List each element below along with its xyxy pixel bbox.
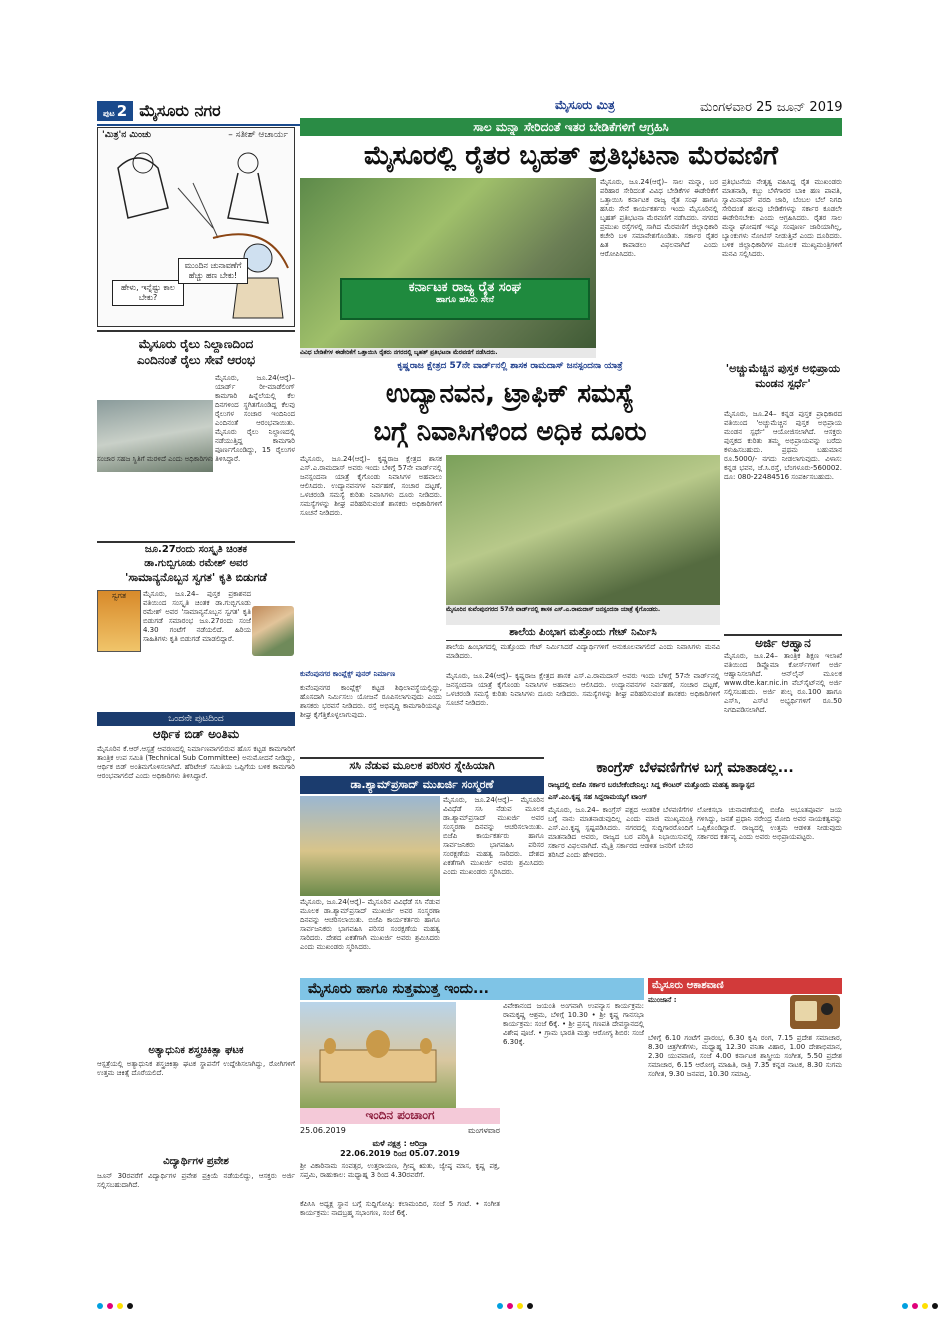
continued-label: ಒಂದನೇ ಪುಟದಿಂದ	[97, 712, 295, 726]
congress-headline: ಕಾಂಗ್ರೆಸ್ ಬೆಳವಣಿಗೆಗಳ ಬಗ್ಗೆ ಮಾತಾಡಲ್ಲ...	[596, 760, 794, 776]
lead-body-col2: ಪ್ರತಿಭಟನೆಯ ನೇತೃತ್ವ ವಹಿಸಿದ್ದ ರೈತ ಮುಖಂಡರು ಮಾತನಾಡಿ, ಕಬ್ಬು ಬೆಳೆಗಾರರ ಬಾಕಿ ಹಣ ಪಾವತಿ, ಸ್ವಾಮಿನಾಥನ್ ವರದಿ ಜಾರಿ, ಬೆಂಬಲ ಬೆಲೆ ನಿಗದಿ ಸೇರಿದಂತೆ ಹಲವು ಬೇಡಿಕೆಗಳನ್ನು ಸರ್ಕಾರ ಕೂಡಲೇ ಈಡೇರಿಸಬೇಕು ಎಂದು ಆಗ್ರಹಿಸಿದರು. ರೈತರ ಸಾಲ ಮನ್ನಾ ಘೋಷಣೆ ಇನ್ನೂ ಸಂಪೂರ್ಣ ಜಾರಿಯಾಗಿಲ್ಲ, ಬ್ಯಾಂಕುಗಳು ನೋಟಿಸ್ ನೀಡುತ್ತಿವೆ ಎಂದು ದೂರಿದರು. ಬಳಿಕ ಜಿಲ್ಲಾಧಿಕಾರಿಗಳ ಮೂಲಕ ಮುಖ್ಯಮಂತ್ರಿಗಳಿಗೆ ಮನವಿ ಸಲ್ಲಿಸಿದರು.	[722, 178, 842, 258]
ward-body2: ಕುವೆಂಪುನಗರ ಕಾಂಪ್ಲೆಕ್ಸ್ ಕಟ್ಟಡ ಶಿಥಿಲಾವಸ್ಥೆಯಲ್ಲಿದ್ದು, ಹೊಸದಾಗಿ ನಿರ್ಮಿಸಲು ಯೋಜನೆ ರೂಪಿಸಲಾಗುವುದು ಎಂದು ಶಾಸಕರು ಭರವಸೆ ನೀಡಿದರು. ರಸ್ತೆ ಅಭಿವೃದ್ಧಿ ಕಾಮಗಾರಿಯನ್ನೂ ಶೀಘ್ರ ಕೈಗೆತ್ತಿಕೊಳ್ಳಲಾಗುವುದು.	[300, 684, 442, 719]
railway-body: ಮೈಸೂರು, ಜೂ.24(ಆರ್‍ಕೆ)– ಯಾರ್ಡ್ ರೀ-ಮಾಡೆಲಿಂಗ್ ಕಾಮಗಾರಿ ಹಿನ್ನೆಲೆಯಲ್ಲಿ ಕೆಲ ದಿನಗಳಿಂದ ಸ್ಥಗಿತಗೊಂಡಿದ್ದ ಕೆಲವು ರೈಲುಗಳ ಸಂಚಾರ ಇಂದಿನಿಂದ ಎಂದಿನಂತೆ ಆರಂಭವಾಯಿತು. ಮೈಸೂರು ರೈಲು ನಿಲ್ದಾಣದಲ್ಲಿ ನಡೆಯುತ್ತಿದ್ದ ಕಾಮಗಾರಿ ಪೂರ್ಣಗೊಂಡಿದ್ದು, 15 ರೈಲುಗಳ ಸಂಚಾರ ಸಹಜ ಸ್ಥಿತಿಗೆ ಮರಳಿದೆ ಎಂದು ಅಧಿಕಾರಿಗಳು ತಿಳಿಸಿದ್ದಾರೆ.	[97, 374, 295, 463]
page-header	[97, 100, 297, 122]
radio-title: ಮೈಸೂರು ಆಕಾಶವಾಣಿ	[648, 978, 842, 994]
congress-bullet1: ರಾಜ್ಯದಲ್ಲಿ ಬಿಜೆಪಿ ಸರ್ಕಾರ ಬರಬೇಕೆಂದೇನಿಲ್ಲ: ಸಿದ್ದ ಕೌಂಟರ್ ಮತ್ತೊಂದು ಮಹತ್ವ ಹಾಸ್ಯಾಸ್ಪದ	[548, 781, 755, 789]
ward-photo	[446, 455, 720, 605]
congress-body: ಮೈಸೂರು, ಜೂ.24– ಕಾಂಗ್ರೆಸ್ ಪಕ್ಷದ ಆಂತರಿಕ ಬೆಳವಣಿಗೆಗಳ ಬಗ್ಗೆ ನಾನು ಮಾತನಾಡುವುದಿಲ್ಲ ಎಂದು ಮಾಜಿ ಮುಖ್ಯಮಂತ್ರಿ ಎಸ್.ಎಂ.ಕೃಷ್ಣ ಸ್ಪಷ್ಟಪಡಿಸಿದರು. ನಗರದಲ್ಲಿ ಸುದ್ದಿಗಾರರೊಂದಿಗೆ ಮಾತನಾಡಿದ ಅವರು, ರಾಜ್ಯದ ಬರ ಪರಿಸ್ಥಿತಿ ನಿಭಾಯಿಸುವಲ್ಲಿ ಸರ್ಕಾರ ವಿಫಲವಾಗಿದೆ. ಮೈತ್ರಿ ಸರ್ಕಾರದ ಆಡಳಿತ ಜನರಿಗೆ ಬೇಸರ ತರಿಸಿದೆ ಎಂದು ಹೇಳಿದರು.	[548, 806, 693, 859]
lead-body-col1: ಮೈಸೂರು, ಜೂ.24(ಆರ್‍ಕೆ)– ಸಾಲ ಮನ್ನಾ, ಬರ ಪರಿಹಾರ ಸೇರಿದಂತೆ ವಿವಿಧ ಬೇಡಿಕೆಗಳ ಈಡೇರಿಕೆಗೆ ಒತ್ತಾಯಿಸಿ ಕರ್ನಾಟಕ ರಾಜ್ಯ ರೈತ ಸಂಘ ಹಾಗೂ ಹಸಿರು ಸೇನೆ ಕಾರ್ಯಕರ್ತರು ಇಂದು ಮೈಸೂರಿನಲ್ಲಿ ಬೃಹತ್ ಪ್ರತಿಭಟನಾ ಮೆರವಣಿಗೆ ನಡೆಸಿದರು. ನಗರದ ಪ್ರಮುಖ ರಸ್ತೆಗಳಲ್ಲಿ ಸಾಗಿದ ಮೆರವಣಿಗೆ ಜಿಲ್ಲಾಧಿಕಾರಿ ಕಚೇರಿ ಬಳಿ ಸಮಾವೇಶಗೊಂಡಿತು. ಸರ್ಕಾರ ರೈತರ ಹಿತ ಕಾಪಾಡಲು ವಿಫಲವಾಗಿದೆ ಎಂದು ಆರೋಪಿಸಿದರು.	[600, 178, 718, 258]
ward-body: ಮೈಸೂರು, ಜೂ.24(ಆರ್‍ಕೆ)– ಕೃಷ್ಣರಾಜ ಕ್ಷೇತ್ರದ ಶಾಸಕ ಎಸ್.ಎ.ರಾಮದಾಸ್ ಅವರು ಇಂದು ಬೆಳಿಗ್ಗೆ 57ನೇ ವಾರ್ಡ್‌ನಲ್ಲಿ ಜನಸ್ಪಂದನಾ ಯಾತ್ರೆ ಕೈಗೊಂಡು ನಿವಾಸಿಗಳ ಅಹವಾಲು ಆಲಿಸಿದರು. ಉದ್ಯಾನವನಗಳ ನಿರ್ವಹಣೆ, ಸಂಚಾರ ದಟ್ಟಣೆ, ಒಳಚರಂಡಿ ಸಮಸ್ಯೆ ಕುರಿತು ನಿವಾಸಿಗಳು ದೂರು ನೀಡಿದರು. ಸಮಸ್ಯೆಗಳನ್ನು ಶೀಘ್ರ ಪರಿಹರಿಸುವಂತೆ ಶಾಸಕರು ಅಧಿಕಾರಿಗಳಿಗೆ ಸೂಚನೆ ನೀಡಿದರು.	[300, 455, 442, 517]
cartoon-bubble-right: ಮುಂದಿನ ಚುನಾವಣೆಗೆ ಹೆಚ್ಚು ಹಣ ಬೇಕು!	[178, 258, 248, 284]
panchanga-dateline: 25.06.2019 ಮಂಗಳವಾರ	[300, 1126, 500, 1135]
book-body: ಮೈಸೂರು, ಜೂ.24– ಪುಸ್ತಕ ಪ್ರಕಾಶನದ ವತಿಯಿಂದ ಸಂಸ್ಕೃತಿ ಚಿಂತಕ ಡಾ.ಗುಬ್ಬಿಗೂಡು ರಮೇಶ್ ಅವರ 'ಸಾಮಾನ್ಯನೊಬ್ಬನ ಸ್ವಗತ' ಕೃತಿ ಬಿಡುಗಡೆ ಸಮಾರಂಭ ಜೂ.27ರಂದು ಸಂಜೆ 4.30 ಗಂಟೆಗೆ ನಡೆಯಲಿದೆ. ಹಿರಿಯ ಸಾಹಿತಿಗಳು ಕೃತಿ ಬಿಡುಗಡೆ ಮಾಡಲಿದ್ದಾರೆ.	[143, 590, 251, 643]
author-photo	[252, 606, 294, 656]
paper-name: ಮೈಸೂರು ಮಿತ್ರ	[555, 98, 615, 112]
events-left: ಕೆಪಿಸಿಸಿ ಅಧ್ಯಕ್ಷ ಸ್ಥಾನ ಬಗ್ಗೆ ಸುದ್ದಿಗೋಷ್ಠಿ: ಕಲಾಮಂದಿರ, ಸಂಜೆ 5 ಗಂಟೆ. • ಸಂಗೀತ ಕಾರ್ಯಕ್ರಮ: ನಾದಬ್ರಹ್ಮ ಸಭಾಂಗಣ, ಸಂಜೆ 6ಕ್ಕೆ.	[300, 1200, 500, 1217]
dateline: ಮಂಗಳವಾರ 25 ಜೂನ್ 2019	[700, 100, 843, 115]
registration-marks	[95, 1300, 945, 1312]
panchanga-body: ಶ್ರೀ ವಿಕಾರಿನಾಮ ಸಂವತ್ಸರ, ಉತ್ತರಾಯಣ, ಗ್ರೀಷ್ಮ ಋತು, ಜ್ಯೇಷ್ಠ ಮಾಸ, ಕೃಷ್ಣ ಪಕ್ಷ, ಸಪ್ತಮಿ, ರಾಹುಕಾಲ: ಮಧ್ಯಾಹ್ನ 3 ರಿಂದ 4.30ರವರೆಗೆ.	[300, 1162, 500, 1179]
application-body: ಮೈಸೂರು, ಜೂ.24– ತಾಂತ್ರಿಕ ಶಿಕ್ಷಣ ಇಲಾಖೆ ವತಿಯಿಂದ ಡಿಪ್ಲೊಮಾ ಕೋರ್ಸ್‌ಗಳಿಗೆ ಅರ್ಜಿ ಆಹ್ವಾನಿಸಲಾಗಿದೆ. ಆನ್‌ಲೈನ್ ಮೂಲಕ www.dte.kar.nic.in ವೆಬ್‌ಸೈಟ್‌ನಲ್ಲಿ ಅರ್ಜಿ ಸಲ್ಲಿಸಬಹುದು. ಅರ್ಜಿ ಶುಲ್ಕ ರೂ.100 ಹಾಗೂ ಎಸ್‌ಸಿ, ಎಸ್‌ಟಿ ಅಭ್ಯರ್ಥಿಗಳಿಗೆ ರೂ.50 ನಿಗದಿಪಡಿಸಲಾಗಿದೆ.	[724, 652, 842, 714]
radio-icon	[790, 995, 840, 1029]
today-banner: ಮೈಸೂರು ಹಾಗೂ ಸುತ್ತಮುತ್ತ ಇಂದು...	[300, 978, 644, 1000]
ward-box-head: ಶಾಲೆಯ ಪಿಂಭಾಗ ಮತ್ತೊಂದು ಗೇಟ್ ನಿರ್ಮಿಸಿ	[446, 627, 720, 641]
competition-body: ಮೈಸೂರು, ಜೂ.24– ಕನ್ನಡ ಪುಸ್ತಕ ಪ್ರಾಧಿಕಾರದ ವತಿಯಿಂದ 'ಅಚ್ಚುಮೆಚ್ಚಿನ ಪುಸ್ತಕ ಅಭಿಪ್ರಾಯ ಮಂಡನ ಸ್ಪರ್ಧೆ' ಆಯೋಜಿಸಲಾಗಿದೆ. ಆಸಕ್ತರು ಪುಸ್ತಕದ ಕುರಿತು ತಮ್ಮ ಅಭಿಪ್ರಾಯವನ್ನು ಬರೆದು ಕಳುಹಿಸಬಹುದು. ಪ್ರಥಮ ಬಹುಮಾನ ರೂ.5000/- ನಗದು ನೀಡಲಾಗುವುದು. ವಿಳಾಸ: ಕನ್ನಡ ಭವನ, ಜೆ.ಸಿ.ರಸ್ತೆ, ಬೆಂಗಳೂರು-560002. ದೂ: 080-22484516 ಸಂಪರ್ಕಿಸಬಹುದು.	[724, 410, 842, 481]
tree-headline2: ಡಾ.ಶ್ಯಾಮ್‌ಪ್ರಸಾದ್ ಮುಖರ್ಜಿ ಸಂಸ್ಮರಣೆ	[300, 776, 544, 794]
radio-morning: ಮುಂಜಾನೆ :	[648, 996, 677, 1004]
cartoon-panel	[97, 127, 295, 327]
panchanga-title: ಇಂದಿನ ಪಂಚಾಂಗ	[300, 1108, 500, 1124]
tree-body: ಮೈಸೂರು, ಜೂ.24(ಆರ್‍ಕೆ)– ಮೈಸೂರಿನ ವಿವಿಧೆಡೆ ಸಸಿ ನೆಡುವ ಮೂಲಕ ಡಾ.ಶ್ಯಾಮ್‌ಪ್ರಸಾದ್ ಮುಖರ್ಜಿ ಅವರ ಸಂಸ್ಮರಣಾ ದಿನವನ್ನು ಆಚರಿಸಲಾಯಿತು. ಬಿಜೆಪಿ ಕಾರ್ಯಕರ್ತರು ಹಾಗೂ ಸಾರ್ವಜನಿಕರು ಭಾಗವಹಿಸಿ ಪರಿಸರ ಸಂರಕ್ಷಣೆಯ ಮಹತ್ವ ಸಾರಿದರು. ದೇಶದ ಏಕತೆಗಾಗಿ ಮುಖರ್ಜಿ ಅವರು ಶ್ರಮಿಸಿದರು ಎಂದು ಮುಖಂಡರು ಸ್ಮರಿಸಿದರು.	[443, 796, 544, 876]
panchanga-nakshatra: ಮಳೆ ನಕ್ಷತ್ರ : ಆರಿದ್ರಾ 22.06.2019 ರಿಂದ 05.07.2019	[340, 1139, 460, 1158]
ward-sub: ಕುವೆಂಪುನಗರ ಕಾಂಪ್ಲೆಕ್ಸ್ ಪುನರ್ ನಿರ್ಮಾಣ	[300, 670, 396, 678]
events-mid: ವಿವೇಕಾನಂದ ಜಯಂತಿ ಅಂಗವಾಗಿ ಉಪನ್ಯಾಸ ಕಾರ್ಯಕ್ರಮ: ರಾಮಕೃಷ್ಣ ಆಶ್ರಮ, ಬೆಳಿಗ್ಗೆ 10.30 • ಶ್ರೀ ಕೃಷ್ಣ ಗಾನಸಭಾ ಕಾರ್ಯಕ್ರಮ: ಸಂಜೆ 6ಕ್ಕೆ. • ಶ್ರೀ ಪ್ರಸನ್ನ ಗಣಪತಿ ದೇವಸ್ಥಾನದಲ್ಲಿ ವಿಶೇಷ ಪೂಜೆ. • ಗ್ರಾಮ ಭಾರತಿ ಮತ್ತು ಆರೋಗ್ಯ ಶಿಬಿರ: ಸಂಜೆ 6.30ಕ್ಕೆ.	[503, 1002, 644, 1046]
cartoon-bubble-left: ಹೇಳು, ಇನ್ನೆಷ್ಟು ಕಾಲ ಬೇಕು?	[112, 280, 184, 306]
book-headline: ಜೂ.27ರಂದು ಸಂಸ್ಕೃತಿ ಚಿಂತಕ ಡಾ.ಗುಬ್ಬಿಗೂಡು ರಮೇಶ್ ಅವರ 'ಸಾಮಾನ್ಯನೊಬ್ಬನ ಸ್ವಗತ' ಕೃತಿ ಬಿಡುಗಡೆ	[97, 541, 295, 587]
congress-bullet2: ಎಸ್.ಎಂ.ಕೃಷ್ಣ ಸಹ ಸಿದ್ದರಾಮಯ್ಯಗೆ ಟಾಂಗ್	[548, 793, 648, 801]
lead-caption: ವಿವಿಧ ಬೇಡಿಕೆಗಳ ಈಡೇರಿಕೆಗೆ ಒತ್ತಾಯಿಸಿ ರೈತರು ನಗರದಲ್ಲಿ ಬೃಹತ್ ಪ್ರತಿಭಟನಾ ಮೆರವಣಿಗೆ ನಡೆಸಿದರು.	[300, 348, 596, 358]
tree-headline1: ಸಸಿ ನೆಡುವ ಮೂಲಕ ಪರಿಸರ ಸ್ನೇಹಿಯಾಗಿ	[300, 757, 544, 775]
book-cover: ಸ್ವಗತ	[97, 590, 141, 652]
tree-photo	[300, 796, 440, 896]
section-title: ಮೈಸೂರು ನಗರ	[139, 101, 221, 120]
farmers-banner: ಕರ್ನಾಟಕ ರಾಜ್ಯ ರೈತ ಸಂಘ ಹಾಗೂ ಹಸಿರು ಸೇನೆ	[340, 278, 590, 320]
page-number-badge: ಪುಟ 2	[97, 101, 133, 121]
lead-headline: ಮೈಸೂರಲ್ಲಿ ರೈತರ ಬೃಹತ್ ಪ್ರತಿಭಟನಾ ಮೆರವಣಿಗೆ	[363, 141, 779, 171]
column-body2: ಆಸ್ಪತ್ರೆಯಲ್ಲಿ ಅತ್ಯಾಧುನಿಕ ಶಸ್ತ್ರಚಿಕಿತ್ಸಾ ಘಟಕ ಸ್ಥಾಪನೆಗೆ ಉದ್ದೇಶಿಸಲಾಗಿದ್ದು, ರೋಗಿಗಳಿಗೆ ಉತ್ತಮ ಚಿಕಿತ್ಸೆ ದೊರೆಯಲಿದೆ.	[97, 1060, 295, 1077]
ward-caption: ಮೈಸೂರಿನ ಕುವೆಂಪುನಗರದ 57ನೇ ವಾರ್ಡ್‌ನಲ್ಲಿ ಶಾಸಕ ಎಸ್.ಎ.ರಾಮದಾಸ್ ಜನಸ್ಪಂದನಾ ಯಾತ್ರೆ ಕೈಗೊಂಡರು.	[446, 605, 720, 625]
tree-body2: ಮೈಸೂರು, ಜೂ.24(ಆರ್‍ಕೆ)– ಮೈಸೂರಿನ ವಿವಿಧೆಡೆ ಸಸಿ ನೆಡುವ ಮೂಲಕ ಡಾ.ಶ್ಯಾಮ್‌ಪ್ರಸಾದ್ ಮುಖರ್ಜಿ ಅವರ ಸಂಸ್ಮರಣಾ ದಿನವನ್ನು ಆಚರಿಸಲಾಯಿತು. ಬಿಜೆಪಿ ಕಾರ್ಯಕರ್ತರು ಹಾಗೂ ಸಾರ್ವಜನಿಕರು ಭಾಗವಹಿಸಿ ಪರಿಸರ ಸಂರಕ್ಷಣೆಯ ಮಹತ್ವ ಸಾರಿದರು. ದೇಶದ ಏಕತೆಗಾಗಿ ಮುಖರ್ಜಿ ಅವರು ಶ್ರಮಿಸಿದರು ಎಂದು ಮುಖಂಡರು ಸ್ಮರಿಸಿದರು.	[300, 898, 440, 951]
railway-headline: ಮೈಸೂರು ರೈಲು ನಿಲ್ದಾಣದಿಂದ ಎಂದಿನಂತೆ ರೈಲು ಸೇವೆ ಆರಂಭ	[97, 330, 295, 372]
column-body1: ಮೈಸೂರಿನ ಕೆ.ಆರ್.ಆಸ್ಪತ್ರೆ ಆವರಣದಲ್ಲಿ ನಿರ್ಮಾಣವಾಗಲಿರುವ ಹೊಸ ಕಟ್ಟಡ ಕಾಮಗಾರಿಗೆ ತಾಂತ್ರಿಕ ಉಪ ಸಮಿತಿ (Technical Sub Committee) ಅನುಮೋದನೆ ನೀಡಿದ್ದು, ಆರ್ಥಿಕ ಬಿಡ್ ಅಂತಿಮಗೊಳಿಸಲಾಗಿದೆ. ಹೆರಿಟೇಜ್ ಸಮಿತಿಯ ಒಪ್ಪಿಗೆಯ ಬಳಿಕ ಕಾಮಗಾರಿ ಆರಂಭವಾಗಲಿದೆ ಎಂದು ಅಧಿಕಾರಿಗಳು ತಿಳಿಸಿದ್ದಾರೆ.	[97, 745, 295, 780]
ward-box-body: ಶಾಲೆಯ ಹಿಂಭಾಗದಲ್ಲಿ ಮತ್ತೊಂದು ಗೇಟ್ ನಿರ್ಮಿಸಿದರೆ ವಿದ್ಯಾರ್ಥಿಗಳಿಗೆ ಅನುಕೂಲವಾಗಲಿದೆ ಎಂದು ನಿವಾಸಿಗಳು ಮನವಿ ಮಾಡಿದರು.	[446, 643, 720, 660]
cartoon-title: 'ಮಿತ್ರ'ನ ಮಿಂಚು	[102, 130, 152, 140]
application-headline: ಅರ್ಜಿ ಆಹ್ವಾನ	[724, 634, 842, 650]
column-sub2: ವಿದ್ಯಾರ್ಥಿಗಳ ಪ್ರವೇಶ	[163, 1156, 229, 1167]
ward-body3: ಮೈಸೂರು, ಜೂ.24(ಆರ್‍ಕೆ)– ಕೃಷ್ಣರಾಜ ಕ್ಷೇತ್ರದ ಶಾಸಕ ಎಸ್.ಎ.ರಾಮದಾಸ್ ಅವರು ಇಂದು ಬೆಳಿಗ್ಗೆ 57ನೇ ವಾರ್ಡ್‌ನಲ್ಲಿ ಜನಸ್ಪಂದನಾ ಯಾತ್ರೆ ಕೈಗೊಂಡು ನಿವಾಸಿಗಳ ಅಹವಾಲು ಆಲಿಸಿದರು. ಉದ್ಯಾನವನಗಳ ನಿರ್ವಹಣೆ, ಸಂಚಾರ ದಟ್ಟಣೆ, ಒಳಚರಂಡಿ ಸಮಸ್ಯೆ ಕುರಿತು ನಿವಾಸಿಗಳು ದೂರು ನೀಡಿದರು. ಸಮಸ್ಯೆಗಳನ್ನು ಶೀಘ್ರ ಪರಿಹರಿಸುವಂತೆ ಶಾಸಕರು ಅಧಿಕಾರಿಗಳಿಗೆ ಸೂಚನೆ ನೀಡಿದರು.	[446, 672, 720, 707]
column-headline: ಆರ್ಥಿಕ ಬಿಡ್ ಅಂತಿಮ	[152, 727, 240, 741]
column-body3: ಜೂನ್ 30ರವರೆಗೆ ವಿದ್ಯಾರ್ಥಿಗಳ ಪ್ರವೇಶ ಪ್ರಕ್ರಿಯೆ ನಡೆಯಲಿದ್ದು, ಆಸಕ್ತರು ಅರ್ಜಿ ಸಲ್ಲಿಸಬಹುದಾಗಿದೆ.	[97, 1172, 295, 1189]
ward-headline: ಉದ್ಯಾನವನ, ಟ್ರಾಫಿಕ್ ಸಮಸ್ಯೆ ಬಗ್ಗೆ ನಿವಾಸಿಗಳಿಂದ ಅಧಿಕ ದೂರು	[373, 379, 647, 447]
lead-kicker: ಸಾಲ ಮನ್ನಾ ಸೇರಿದಂತೆ ಇತರ ಬೇಡಿಕೆಗಳಿಗೆ ಆಗ್ರಹಿಸಿ	[300, 118, 842, 136]
cartoon-artist: – ಸತೀಶ್ ಆಚಾರ್ಯ	[228, 130, 288, 140]
palace-icon	[300, 1002, 456, 1108]
congress-body2: ಲೋಕಸಭಾ ಚುನಾವಣೆಯಲ್ಲಿ ಬಿಜೆಪಿ ಅಭೂತಪೂರ್ವ ಜಯ ಗಳಿಸಿದ್ದು, ಜನತೆ ಪ್ರಧಾನಿ ನರೇಂದ್ರ ಮೋದಿ ಅವರ ನಾಯಕತ್ವವನ್ನು ಒಪ್ಪಿಕೊಂಡಿದ್ದಾರೆ. ರಾಜ್ಯದಲ್ಲಿ ಉತ್ತಮ ಆಡಳಿತ ನೀಡುವುದು ಸರ್ಕಾರದ ಕರ್ತವ್ಯ ಎಂದು ಅವರು ಅಭಿಪ್ರಾಯಪಟ್ಟರು.	[697, 806, 842, 841]
column-sub1: ಅತ್ಯಾಧುನಿಕ ಶಸ್ತ್ರಚಿಕಿತ್ಸಾ ಘಟಕ	[148, 1045, 244, 1056]
palace-photo	[300, 1002, 456, 1108]
competition-headline: 'ಅಚ್ಚುಮೆಚ್ಚಿನ ಪುಸ್ತಕ ಅಭಿಪ್ರಾಯ ಮಂಡನ ಸ್ಪರ್ಧೆ'	[725, 362, 841, 390]
lead-photo	[300, 178, 596, 348]
radio-body: ಬೆಳಿಗ್ಗೆ 6.10 ಗಂಟೆಗೆ ಪ್ರಾರಂಭ, 6.30 ಕೃಷಿ ರಂಗ, 7.15 ಪ್ರದೇಶ ಸಮಾಚಾರ, 8.30 ಚಿತ್ರಗೀತೆಗಳು, ಮಧ್ಯಾಹ್ನ 12.30 ವನಿತಾ ವಿಹಾರ, 1.00 ದೇಶಾಭಿಮಾನ, 2.30 ಯುವವಾಣಿ, ಸಂಜೆ 4.00 ಕರ್ನಾಟಕ ಶಾಸ್ತ್ರೀಯ ಸಂಗೀತ, 5.50 ಪ್ರದೇಶ ಸಮಾಚಾರ, 6.15 ಆರೋಗ್ಯ ಮಾಹಿತಿ, ರಾತ್ರಿ 7.35 ಕನ್ನಡ ನಾಟಕ, 8.30 ಸುಗಮ ಸಂಗೀತ, 9.30 ಜನಪದ, 10.30 ಸಮಾಪ್ತಿ.	[648, 1034, 842, 1078]
ward-kicker: ಕೃಷ್ಣರಾಜ ಕ್ಷೇತ್ರದ 57ನೇ ವಾರ್ಡ್‌ನಲ್ಲಿ ಶಾಸಕ ರಾಮದಾಸ್ ಜನಸ್ಪಂದನಾ ಯಾತ್ರೆ	[397, 361, 623, 371]
